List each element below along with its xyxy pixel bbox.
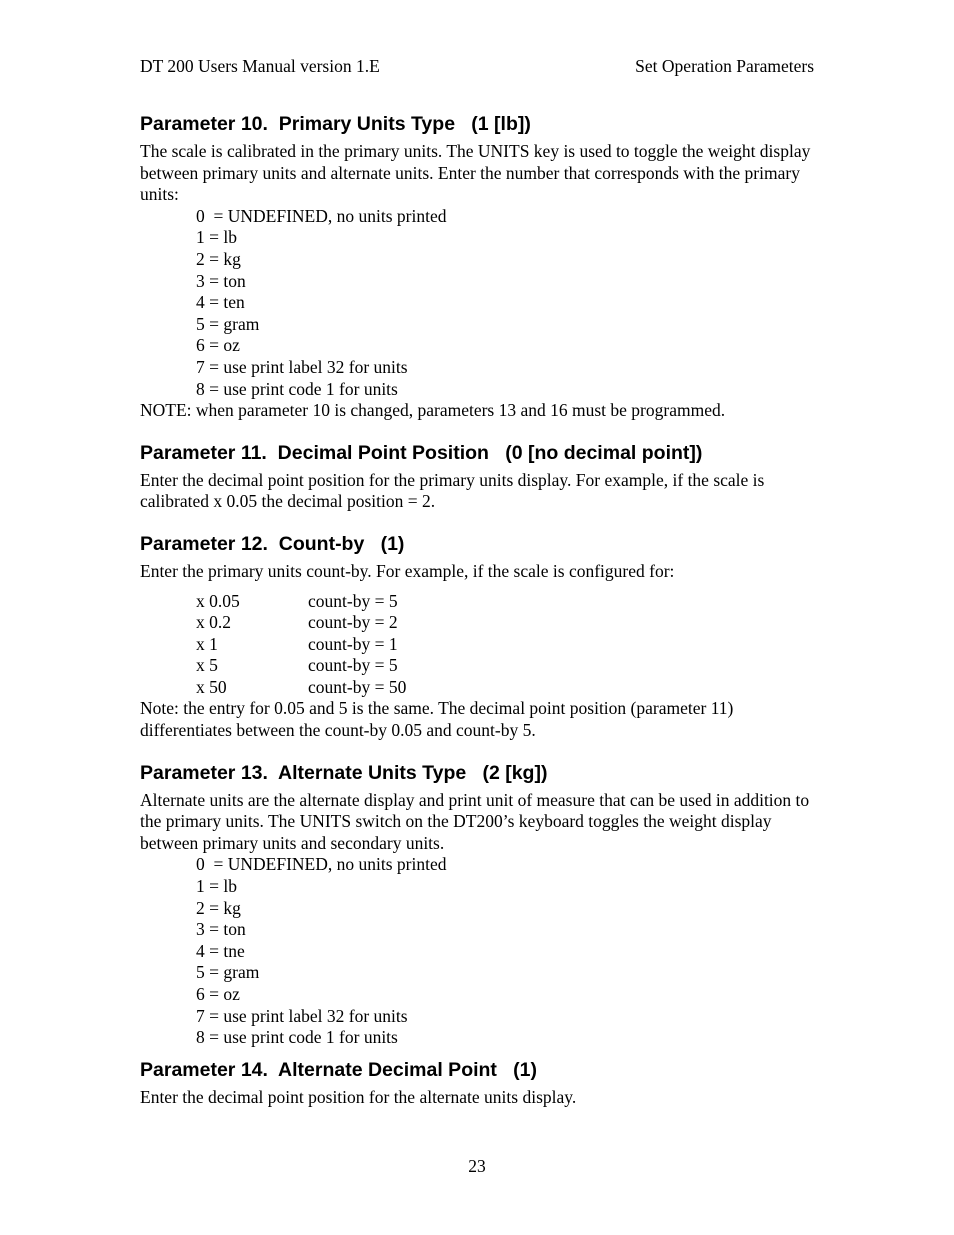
list-item: 7 = use print label 32 for units [196,356,408,377]
list-item: 5 = gram [196,313,260,334]
list-item: 1 = lb [196,227,237,248]
list-item: 3 = ton [196,919,246,940]
list-item: 4 = ten [196,292,245,313]
header-section-title: Set Operation Parameters [635,56,814,76]
list-item: 6 = oz [196,335,240,356]
units-list [140,206,814,400]
list-item: 8 = use print code 1 for units [196,378,398,399]
list-item: 6 = oz [196,984,240,1004]
section-heading: Parameter 12. Count-by (1) [140,532,405,555]
list-item: 5 = gram [196,962,260,983]
table-cell-scale: x 50 [196,676,227,697]
table-cell-count-by: count-by = 1 [308,633,398,654]
section-body: Enter the decimal point position for the alternate units display. [140,1086,577,1107]
table-cell-scale: x 0.2 [196,612,231,633]
table-row [196,612,814,634]
section-body: Enter the decimal point position for the primary units display. For example, if the scale is calibrated x 0.05 the decimal position = 2. [140,469,765,512]
section-note: NOTE: when parameter 10 is changed, parameters 13 and 16 must be programmed. [140,400,726,421]
header-manual-title: DT 200 Users Manual version 1.E [140,56,380,76]
list-item: 0 = UNDEFINED, no units printed [196,854,447,875]
table-row [196,591,814,613]
units-list [140,854,814,1048]
table-cell-scale: x 5 [196,655,218,676]
table-cell-count-by: count-by = 50 [308,676,407,697]
table-cell-count-by: count-by = 5 [308,655,398,676]
list-item: 7 = use print label 32 for units [196,1005,408,1026]
list-item: 3 = ton [196,270,246,291]
table-cell-count-by: count-by = 5 [308,590,398,611]
table-cell-scale: x 1 [196,633,218,654]
section-body: Enter the primary units count-by. For example, if the scale is configured for: [140,560,675,581]
document-page [140,55,814,1195]
section-heading: Parameter 11. Decimal Point Position (0 [no decimal point]) [140,441,703,464]
list-item: 0 = UNDEFINED, no units printed [196,205,447,226]
table-row [196,677,814,699]
page-number: 23 [468,1156,486,1176]
list-item: 2 = kg [196,897,241,918]
section-parameter-12 [140,532,814,742]
section-body: Alternate units are the alternate display and print unit of measure that can be used in addition to the primary units. The UNITS switch on the DT200’s keyboard toggles the weight display between primary units and secondary units. [140,789,810,853]
section-heading: Parameter 14. Alternate Decimal Point (1) [140,1058,538,1081]
table-row [196,655,814,677]
section-heading: Parameter 10. Primary Units Type (1 [lb]) [140,113,531,135]
section-body: The scale is calibrated in the primary units. The UNITS key is used to toggle the weight display between primary units and alternate units. Enter the number that corresponds with the primary units: [140,141,811,205]
section-note: Note: the entry for 0.05 and 5 is the same. The decimal point position (parameter 11) differentiates between the count-by 0.05 and count-by 5. [140,698,734,741]
section-parameter-11 [140,441,814,513]
table-cell-count-by: count-by = 2 [308,612,398,633]
section-heading: Parameter 13. Alternate Units Type (2 [kg]) [140,761,548,784]
list-item: 8 = use print code 1 for units [196,1027,398,1048]
list-item: 4 = tne [196,940,245,961]
section-parameter-10 [140,112,814,422]
count-by-table [140,591,814,699]
section-parameter-13 [140,761,814,1049]
section-parameter-14 [140,1058,814,1109]
list-item: 2 = kg [196,248,241,269]
page-header [140,55,814,77]
list-item: 1 = lb [196,876,237,897]
table-cell-scale: x 0.05 [196,590,240,611]
table-row [196,634,814,656]
